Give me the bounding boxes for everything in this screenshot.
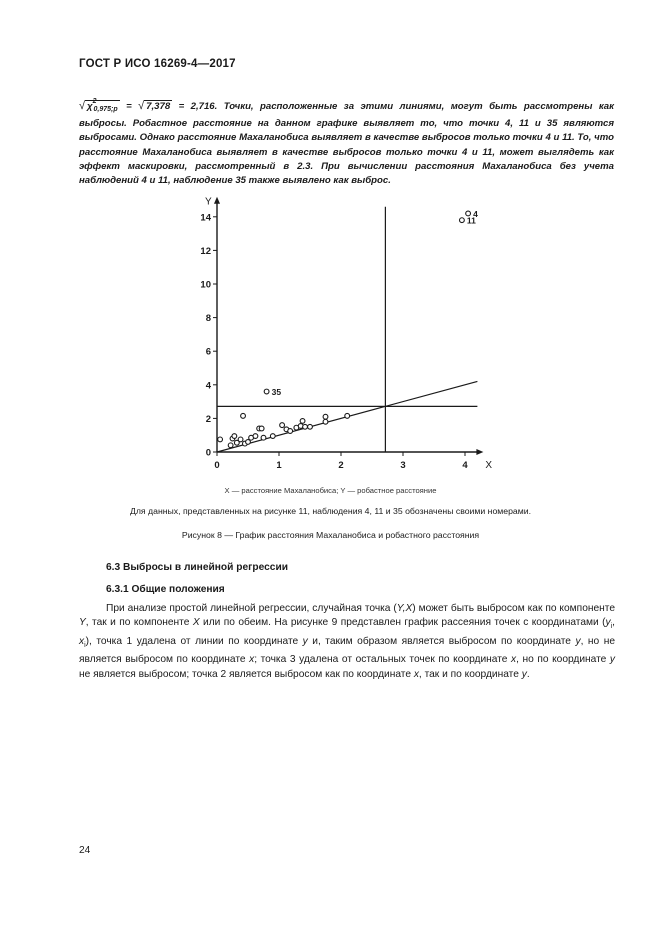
data-point: [232, 434, 237, 439]
data-point: [270, 434, 275, 439]
data-point: [241, 413, 246, 418]
data-point: [288, 429, 293, 434]
page-number: 24: [79, 845, 91, 856]
y-tick-label: 4: [205, 380, 211, 392]
intro-text: Точки, расположенные за этими линиями, могут быть рассмотрены как выбросы. Робастное расстояние на данном графике выявляет то, что точки 4, 11 и 35 являются выбросами. Однако расстояние Махаланобиса выявляет в качестве выбросов только точки 4 и 11. То, что расстояние Махаланобиса выявляет в качестве выбросов только точки 4 и 11, может выглядеть как эффект маскировки, рассмотренный в 2.3. При вычислении расстояния Махаланобиса без учета наблюдений 4 и 11, наблюдение 35 также выявлено как выброс.: [79, 101, 614, 187]
figure-caption: Рисунок 8 — График расстояния Махаланобиса и робастного расстояния: [181, 530, 480, 540]
scatter-chart: [195, 188, 495, 488]
data-point: [261, 435, 266, 440]
data-point-label: 4: [473, 208, 478, 219]
y-tick-label: 6: [205, 346, 211, 358]
data-point: [345, 413, 350, 418]
data-point: [300, 419, 305, 424]
y-tick-label: 2: [205, 413, 211, 425]
data-point: [259, 426, 264, 431]
data-point: [218, 437, 223, 442]
data-point: [238, 437, 243, 442]
x-axis-label: X: [485, 460, 493, 471]
sqrt-icon: √: [138, 100, 145, 112]
section-heading: 6.3 Выбросы в линейной регрессии: [106, 562, 288, 573]
y-tick-label: 10: [200, 279, 211, 291]
data-point: [466, 211, 471, 216]
data-point-label: 35: [271, 387, 282, 398]
data-point: [323, 419, 328, 424]
y-tick-label: 12: [200, 245, 211, 257]
figure-note: Для данных, представленных на рисунке 11, наблюдения 4, 11 и 35 обозначены своими номерами.: [129, 506, 531, 516]
x-tick-label: 1: [276, 460, 282, 471]
y-tick-label: 0: [205, 447, 211, 459]
chi-formula: √ $\chi^2_{0,975;p}$: [79, 98, 118, 113]
data-point: [308, 424, 313, 429]
sqrt-icon: √: [79, 100, 86, 112]
data-point: [460, 218, 465, 223]
x-tick-label: 4: [462, 460, 468, 471]
data-point: [303, 424, 308, 429]
body-paragraph: При анализе простой линейной регрессии, случайная точка (Y,X) может быть выбросом как по компоненте Y, так и по компоненте X или по обеим. На рисунке 9 представлен график рассеяния точек с координатами ($y_i$, $x_i$), точка 1 удалена от линии по координате y и, таким образом является выбросом по координате y, но не является выбросом по координате x; точка 3 удалена от остальных точек по координате x, но по координате y не является выбросом; точка 2 является выбросом как по координате x, так и по координате y.: [79, 603, 615, 680]
x-tick-label: 3: [400, 460, 406, 471]
intro-paragraph: √ $\chi^2_{0,975;p}$ = √ 7,378 = 2,716. Точки, расположенные за этими линиями, могут быть рассмотрены как выбросы. Робастное расстояние на данном графике выявляет то, что точки 4, 11 и 35 являются выбросами. Однако расстояние Махаланобиса выявляет в качестве выбросов только точки 4 и 11. То, что расстояние Махаланобиса выявляет в качестве выбросов только точки 4 и 11, может выглядеть как эффект маскировки, рассмотренный в 2.3. При вычислении расстояния Махаланобиса без учета наблюдений 4 и 11, наблюдение 35 также выявлено как выброс.: [79, 95, 614, 188]
x-axis-arrow-icon: [476, 449, 483, 455]
y-tick-label: 14: [200, 212, 211, 224]
y-axis-label: Y: [205, 196, 212, 208]
data-point: [228, 443, 233, 448]
subsection-heading: 6.3.1 Общие положения: [106, 584, 225, 595]
y-axis-arrow-icon: [214, 197, 220, 204]
document-header: ГОСТ Р ИСО 16269-4—2017: [79, 58, 236, 70]
x-tick-label: 2: [338, 460, 344, 471]
data-point: [280, 423, 285, 428]
figure-legend: X — расстояние Махаланобиса; Y — робастное расстояние: [224, 486, 437, 495]
data-point-label: 11: [466, 215, 476, 226]
sqrt-value: √ 7,378: [138, 100, 171, 112]
x-tick-label: 0: [214, 460, 220, 471]
data-point: [253, 434, 258, 439]
y-tick-label: 8: [205, 313, 211, 325]
data-point: [264, 389, 269, 394]
data-point: [323, 414, 328, 419]
